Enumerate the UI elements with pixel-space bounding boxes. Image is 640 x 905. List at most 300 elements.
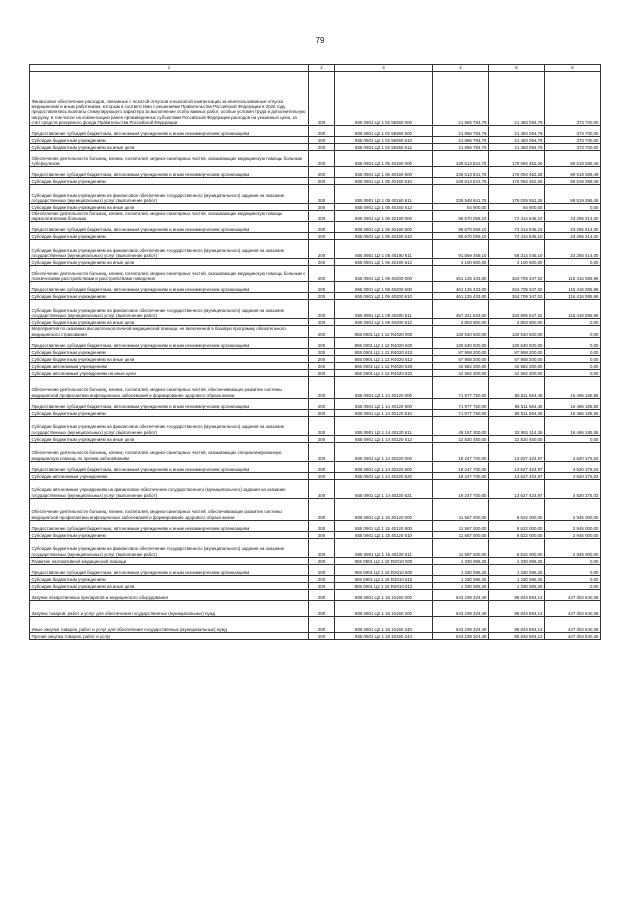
row-classification-cell: 855 0901 Ц2 1 06 40190 000 [335,211,433,222]
row-name-cell: Субсидии бюджетным учреждениям на иные цели [30,582,309,589]
row-amount-approved-cell: 130 540 500,00 [433,337,489,348]
row-code-cell: 200 [309,498,335,520]
row-name-cell: Субсидии бюджетным учреждениям [30,233,309,240]
row-name-cell: Обеспечение деятельности больниц, клиник, госпиталей, медико-санитарных частей, оказывающих специализированную медицинскую помощь по прочим заболеваниям [30,442,309,461]
row-code-cell: 200 [309,479,335,498]
row-name-cell: Субсидии бюджетным учреждениям на финансовое обеспечение государственного (муниципального) задания на оказание государственных (муниципальных) услуг (выполнение работ) [30,240,309,259]
row-amount-approved-cell: 457 321 633,00 [433,300,489,319]
row-name-cell: Субсидии бюджетным учреждениям [30,348,309,355]
row-amount-executed-cell: 55 511 564,45 [489,409,545,416]
row-amount-executed-cell: 340 905 547,02 [489,300,545,319]
row-amount-approved-cell: 42 582 300,00 [433,369,489,376]
row-classification-cell: 855 0901 Ц2 1 14 40120 610 [335,409,433,416]
row-code-cell: 200 [309,616,335,632]
column-header: 3 [335,65,433,72]
row-name-cell: Предоставление субсидий бюджетным, автономным учреждениям и иным некоммерческим организациям [30,564,309,575]
table-row [30,409,601,416]
row-amount-remaining-cell: 116 416 085,98 [545,266,601,282]
row-amount-approved-cell: 95 670 059,10 [433,222,489,233]
row-classification-cell: 855 0901 Ц2 1 05 40160 612 [335,204,433,211]
row-classification-cell: 855 0901 Ц2 1 12 R4020 600 [335,337,433,348]
table-row [30,362,601,369]
row-name-cell: Обеспечение деятельности больниц, клиник, госпиталей, медико-санитарных частей, оказывающих медицинскую помощь больным с психическими расстройствами и расстройствами поведения [30,266,309,282]
row-code-cell: 200 [309,222,335,233]
row-amount-approved-cell: 64 900,00 [433,204,489,211]
row-code-cell: 200 [309,582,335,589]
row-amount-remaining-cell: 0,00 [545,259,601,266]
table-row [30,137,601,144]
row-classification-cell: 855 0901 Ц2 1 14 40220 600 [335,461,433,472]
row-amount-approved-cell: 543 239 324,49 [433,589,489,600]
row-amount-executed-cell: 95 934 684,13 [489,600,545,616]
row-classification-cell: 855 0901 Ц2 1 12 R4020 622 [335,369,433,376]
row-name-cell: Субсидии бюджетным учреждениям [30,575,309,582]
row-code-cell: 200 [309,538,335,557]
row-amount-executed-cell: 64 900,00 [489,204,545,211]
row-code-cell: 200 [309,435,335,442]
row-amount-remaining-cell: 447 304 640,36 [545,600,601,616]
row-name-cell: Обеспечение деятельности больниц, клиник, госпиталей, медико-санитарных частей, оказывающих медицинскую помощь больным туберкулезом [30,151,309,167]
row-name-cell: Мероприятия по оказанию высокотехнологичной медицинской помощи, не включенной в базовую программу обязательного медицинского страхования [30,326,309,337]
row-amount-approved-cell: 95 670 059,10 [433,233,489,240]
row-amount-approved-cell: 3 803 800,00 [433,319,489,326]
row-amount-executed-cell: 176 029 552,26 [489,185,545,204]
row-amount-approved-cell: 1 330 595,25 [433,582,489,589]
row-amount-remaining-cell: 0,00 [545,204,601,211]
row-classification-cell: 855 0901 Ц2 1 14 40220 621 [335,479,433,498]
row-code-cell: 200 [309,575,335,582]
row-amount-remaining-cell: 23 255 414,00 [545,233,601,240]
row-amount-executed-cell: 8 622 000,00 [489,520,545,531]
row-name-cell: Субсидии бюджетным учреждениям [30,409,309,416]
header-row [30,65,601,72]
table-row [30,144,601,151]
row-amount-executed-cell: 87 958 200,00 [489,355,545,362]
row-amount-remaining-cell: 116 416 085,98 [545,293,601,300]
row-amount-approved-cell: 11 567 000,00 [433,498,489,520]
row-classification-cell: 855 0901 Ц2 1 15 40120 600 [335,520,433,531]
row-amount-executed-cell: 32 691 114,45 [489,416,545,435]
column-header: 5 [489,65,545,72]
row-amount-executed-cell: 13 627 424,97 [489,472,545,479]
row-name-cell: Предоставление субсидий бюджетным, автономным учреждениям и иным некоммерческим организациям [30,398,309,409]
row-code-cell: 200 [309,211,335,222]
row-amount-remaining-cell: 0,00 [545,575,601,582]
row-amount-remaining-cell: 0,00 [545,582,601,589]
row-amount-executed-cell: 95 934 684,13 [489,632,545,639]
row-amount-remaining-cell: 0,00 [545,362,601,369]
table-row [30,632,601,639]
row-amount-remaining-cell: 4 620 275,03 [545,479,601,498]
row-amount-approved-cell: 71 977 750,00 [433,398,489,409]
row-name-cell: Обеспечение деятельности больниц, клиник, госпиталей, медико-санитарных частей, обеспечивающих развитие системы медицинской профилактики инфекционных заболеваний и формирование здорового образа жизни [30,498,309,520]
row-classification-cell: 855 0901 Ц2 1 06 40190 612 [335,259,433,266]
row-amount-approved-cell: 461 125 433,00 [433,293,489,300]
row-amount-approved-cell: 95 670 059,10 [433,211,489,222]
row-classification-cell: 855 0901 Ц2 1 09 40200 000 [335,266,433,282]
row-code-cell: 200 [309,531,335,538]
row-classification-cell: 855 0901 Ц2 1 09 40200 600 [335,282,433,293]
row-amount-remaining-cell: 16 466 185,55 [545,376,601,398]
row-code-cell: 200 [309,259,335,266]
table-row [30,282,601,293]
row-amount-executed-cell: 55 511 564,45 [489,376,545,398]
row-name-cell: Предоставление субсидий бюджетным, автономным учреждениям и иным некоммерческим организациям [30,337,309,348]
row-name-cell: Предоставление субсидий бюджетным, автономным учреждениям и иным некоммерческим организациям [30,126,309,137]
row-amount-executed-cell: 21 483 094,79 [489,137,545,144]
row-code-cell: 200 [309,600,335,616]
row-classification-cell: 855 0901 Ц2 1 05 40160 611 [335,185,433,204]
row-name-cell: Закупки лекарственных препаратов и медицинского оборудования [30,589,309,600]
row-amount-approved-cell: 11 567 000,00 [433,531,489,538]
row-classification-cell: 855 0901 Ц2 1 02 58360 600 [335,126,433,137]
row-code-cell: 200 [309,337,335,348]
row-name-cell: Субсидии автономным учреждениям [30,472,309,479]
row-classification-cell: 855 0901 Ц2 1 05 40160 000 [335,151,433,167]
row-amount-executed-cell: 1 330 595,25 [489,557,545,564]
row-classification-cell: 855 0901 Ц2 1 14 40120 600 [335,398,433,409]
row-name-cell: Субсидии автономным учреждениям на иные цели [30,369,309,376]
row-classification-cell: 855 0901 Ц2 1 05 40160 600 [335,167,433,178]
row-name-cell: Субсидии бюджетным учреждениям [30,178,309,185]
row-amount-executed-cell: 8 622 000,00 [489,531,545,538]
row-amount-remaining-cell: 373 700,00 [545,137,601,144]
row-amount-remaining-cell: 2 945 000,00 [545,531,601,538]
row-amount-approved-cell: 18 247 700,00 [433,479,489,498]
row-amount-approved-cell: 236 548 941,75 [433,185,489,204]
row-amount-executed-cell: 55 511 564,45 [489,398,545,409]
row-amount-executed-cell: 21 483 094,79 [489,126,545,137]
row-amount-remaining-cell: 23 255 414,00 [545,240,601,259]
row-code-cell: 200 [309,355,335,362]
row-amount-executed-cell: 3 803 800,00 [489,319,545,326]
row-code-cell: 200 [309,461,335,472]
row-amount-executed-cell: 176 094 452,26 [489,167,545,178]
row-amount-approved-cell: 1 330 595,25 [433,557,489,564]
row-amount-remaining-cell: 116 416 085,98 [545,300,601,319]
row-amount-remaining-cell: 0,00 [545,326,601,337]
row-amount-approved-cell: 1 330 595,25 [433,575,489,582]
row-amount-remaining-cell: 447 304 640,36 [545,589,601,600]
row-code-cell: 200 [309,204,335,211]
budget-table [29,64,601,640]
row-name-cell: Финансовое обеспечение расходов, связанных с оплатой отпусков и выплатой компенсации за неиспользованные отпуска медицинским и иным работникам, которым в соответствии с решениями Правительства Российской Федерации в 2020 году предоставлялись выплаты стимулирующего характера за выполнение особо важных работ, особые условия труда и дополнительную нагрузку, в том числе на компенсацию ранее произведенных субъектами Российской Федерации расходов на указанные цели, за счет средств резервного фонда Правительства Российской Федерации [30,72,309,126]
row-classification-cell: 855 0901 Ц2 1 18 10160 000 [335,589,433,600]
row-code-cell: 200 [309,300,335,319]
table-row [30,300,601,319]
row-amount-remaining-cell: 0,00 [545,557,601,564]
row-classification-cell: 855 0901 Ц2 1 18 10160 244 [335,632,433,639]
row-code-cell: 200 [309,409,335,416]
row-amount-remaining-cell: 0,00 [545,369,601,376]
column-header: 2 [309,65,335,72]
row-amount-approved-cell: 543 239 324,49 [433,616,489,632]
row-classification-cell: 855 0901 Ц2 1 02 58360 612 [335,144,433,151]
row-name-cell: Субсидии бюджетным учреждениям [30,137,309,144]
table-row [30,520,601,531]
row-code-cell: 200 [309,266,335,282]
row-amount-approved-cell: 461 125 433,00 [433,266,489,282]
table-row [30,319,601,326]
row-amount-remaining-cell: 2 945 000,00 [545,538,601,557]
row-code-cell: 200 [309,167,335,178]
row-name-cell: Субсидии бюджетным учреждениям на финансовое обеспечение государственного (муниципального) задания на оказание государственных (муниципальных) услуг (выполнение работ) [30,416,309,435]
table-row [30,204,601,211]
row-amount-approved-cell: 22 820 450,00 [433,435,489,442]
row-name-cell: Предоставление субсидий бюджетным, автономным учреждениям и иным некоммерческим организациям [30,282,309,293]
row-code-cell: 200 [309,398,335,409]
table-row [30,575,601,582]
row-amount-executed-cell: 95 934 684,13 [489,616,545,632]
row-name-cell: Субсидии бюджетным учреждениям на финансовое обеспечение государственного (муниципального) задания на оказание государственных (муниципальных) услуг (выполнение работ) [30,538,309,557]
row-amount-remaining-cell: 59 519 389,49 [545,185,601,204]
row-amount-approved-cell: 236 613 841,75 [433,178,489,185]
row-amount-remaining-cell: 23 255 414,00 [545,222,601,233]
row-amount-remaining-cell: 2 945 000,00 [545,520,601,531]
table-row [30,472,601,479]
row-amount-approved-cell: 87 958 200,00 [433,348,489,355]
table-row [30,293,601,300]
row-code-cell: 200 [309,144,335,151]
row-amount-remaining-cell: 59 519 389,49 [545,167,601,178]
row-amount-remaining-cell: 59 519 389,49 [545,178,601,185]
row-code-cell: 200 [309,72,335,126]
row-classification-cell: 855 0901 Ц2 1 15 40120 611 [335,538,433,557]
row-amount-remaining-cell: 4 620 275,03 [545,472,601,479]
table-row [30,178,601,185]
row-amount-approved-cell: 4 100 600,00 [433,259,489,266]
row-amount-executed-cell: 68 314 045,10 [489,240,545,259]
row-classification-cell: 855 0901 Ц2 1 12 R4020 000 [335,326,433,337]
row-amount-approved-cell: 11 567 000,00 [433,520,489,531]
row-amount-approved-cell: 21 856 794,79 [433,126,489,137]
row-classification-cell: 855 0901 Ц2 1 09 40200 612 [335,319,433,326]
row-code-cell: 200 [309,376,335,398]
row-name-cell: Обеспечение деятельности больниц, клиник, госпиталей, медико-санитарных частей, оказывающих медицинскую помощь наркологическим больным [30,211,309,222]
row-classification-cell: 855 0901 Ц2 1 14 40220 620 [335,472,433,479]
row-code-cell: 200 [309,589,335,600]
row-name-cell: Обеспечение деятельности больниц, клиник, госпиталей, медико-санитарных частей, обеспечивающих развитие системы медицинской профилактики инфекционных заболеваний и формирование здорового образа жизни [30,376,309,398]
row-amount-approved-cell: 11 567 000,00 [433,538,489,557]
table-row [30,538,601,557]
row-classification-cell: 855 0901 Ц2 1 14 40120 611 [335,416,433,435]
row-amount-executed-cell: 42 582 300,00 [489,369,545,376]
row-amount-executed-cell: 176 094 452,26 [489,178,545,185]
table-row [30,326,601,337]
table-row [30,398,601,409]
row-amount-approved-cell: 543 239 324,49 [433,632,489,639]
row-code-cell: 200 [309,151,335,167]
row-name-cell: Субсидии автономным учреждениям [30,362,309,369]
row-name-cell: Предоставление субсидий бюджетным, автономным учреждениям и иным некоммерческим организациям [30,461,309,472]
row-amount-approved-cell: 87 958 200,00 [433,355,489,362]
row-code-cell: 200 [309,233,335,240]
row-amount-approved-cell: 71 977 750,00 [433,376,489,398]
row-amount-remaining-cell: 59 519 389,49 [545,151,601,167]
table-row [30,416,601,435]
table-body [30,72,601,640]
row-name-cell: Субсидии бюджетным учреждениям на иные цели [30,204,309,211]
row-amount-remaining-cell: 447 304 640,36 [545,616,601,632]
row-classification-cell: 855 0901 Ц2 1 06 40190 600 [335,222,433,233]
table-row [30,167,601,178]
table-row [30,582,601,589]
table-row [30,600,601,616]
row-amount-remaining-cell: 0,00 [545,435,601,442]
row-name-cell: Субсидии бюджетным учреждениям на иные цели [30,435,309,442]
row-classification-cell: 855 0901 Ц2 1 14 40120 000 [335,376,433,398]
row-classification-cell: 855 0901 Ц2 1 15 R2010 610 [335,575,433,582]
row-amount-approved-cell: 18 247 700,00 [433,461,489,472]
row-amount-remaining-cell: 23 255 414,00 [545,211,601,222]
row-amount-remaining-cell: 16 466 185,55 [545,409,601,416]
row-amount-executed-cell: 72 414 645,10 [489,222,545,233]
row-amount-executed-cell: 1 330 595,25 [489,582,545,589]
row-amount-executed-cell: 344 709 347,02 [489,293,545,300]
row-classification-cell: 855 0901 Ц2 1 15 R2010 000 [335,557,433,564]
row-amount-approved-cell: 236 613 841,75 [433,167,489,178]
row-amount-approved-cell: 236 613 841,75 [433,151,489,167]
column-header: 6 [545,65,601,72]
row-classification-cell: 855 0901 Ц2 1 02 58360 610 [335,137,433,144]
row-amount-remaining-cell: 16 466 185,55 [545,416,601,435]
row-code-cell: 200 [309,362,335,369]
row-amount-executed-cell: 130 540 500,00 [489,337,545,348]
table-row [30,259,601,266]
table-row [30,564,601,575]
row-classification-cell: 855 0901 Ц2 1 15 R2010 612 [335,582,433,589]
row-classification-cell: 855 0901 Ц2 1 06 40190 611 [335,240,433,259]
row-amount-approved-cell: 91 569 459,10 [433,240,489,259]
row-code-cell: 200 [309,178,335,185]
row-amount-remaining-cell: 447 304 640,36 [545,632,601,639]
row-amount-executed-cell: 42 582 300,00 [489,362,545,369]
row-name-cell: Иные закупки товаров, работ и услуг для обеспечения государственных (муниципальных) нужд [30,616,309,632]
row-classification-cell: 855 0901 Ц2 1 12 R4020 610 [335,348,433,355]
row-code-cell: 200 [309,293,335,300]
row-amount-approved-cell: 21 856 794,79 [433,144,489,151]
row-classification-cell: 855 0901 Ц2 1 14 40220 000 [335,442,433,461]
row-classification-cell: 855 0901 Ц2 1 02 58360 000 [335,72,433,126]
table-row [30,266,601,282]
row-classification-cell: 855 0901 Ц2 1 14 40120 612 [335,435,433,442]
row-name-cell: Субсидии бюджетным учреждениям на иные цели [30,319,309,326]
row-classification-cell: 855 0901 Ц2 1 15 40120 610 [335,531,433,538]
row-name-cell: Закупка товаров, работ и услуг для обеспечения государственных (муниципальных) нужд [30,600,309,616]
row-amount-executed-cell: 344 709 347,02 [489,266,545,282]
table-row [30,461,601,472]
row-amount-approved-cell: 18 247 700,00 [433,442,489,461]
row-code-cell: 200 [309,557,335,564]
row-name-cell: Субсидии бюджетным учреждениям на финансовое обеспечение государственного (муниципального) задания на оказание государственных (муниципальных) услуг (выполнение работ) [30,300,309,319]
row-name-cell: Субсидии бюджетным учреждениям на иные цели [30,355,309,362]
row-code-cell: 200 [309,369,335,376]
page-number: 79 [315,36,325,45]
table-row [30,557,601,564]
row-amount-approved-cell: 42 582 300,00 [433,362,489,369]
table-row [30,222,601,233]
table-row [30,442,601,461]
row-amount-executed-cell: 87 958 200,00 [489,348,545,355]
row-name-cell: Развитие паллиативной медицинской помощи [30,557,309,564]
row-name-cell: Субсидии бюджетным учреждениям на финансовое обеспечение государственного (муниципального) задания на оказание государственных (муниципальных) услуг (выполнение работ) [30,185,309,204]
table-row [30,348,601,355]
row-amount-executed-cell: 72 414 645,10 [489,211,545,222]
row-classification-cell: 855 0901 Ц2 1 09 40200 611 [335,300,433,319]
row-amount-approved-cell: 1 330 595,25 [433,564,489,575]
table-row [30,498,601,520]
row-amount-approved-cell: 130 540 500,00 [433,326,489,337]
row-amount-remaining-cell: 4 620 275,03 [545,442,601,461]
column-header: 4 [433,65,489,72]
row-amount-remaining-cell: 0,00 [545,319,601,326]
row-code-cell: 200 [309,126,335,137]
row-amount-executed-cell: 21 483 094,79 [489,144,545,151]
row-amount-executed-cell: 344 709 347,02 [489,282,545,293]
table-row [30,369,601,376]
row-name-cell: Прочая закупка товаров, работ и услуг [30,632,309,639]
row-code-cell: 200 [309,282,335,293]
row-amount-remaining-cell: 0,00 [545,337,601,348]
row-amount-executed-cell: 13 627 424,97 [489,442,545,461]
row-amount-executed-cell: 1 330 595,25 [489,575,545,582]
row-amount-remaining-cell: 373 700,00 [545,126,601,137]
row-amount-executed-cell: 72 414 645,10 [489,233,545,240]
row-amount-approved-cell: 543 239 324,49 [433,600,489,616]
row-code-cell: 200 [309,416,335,435]
row-amount-executed-cell: 22 820 450,00 [489,435,545,442]
row-code-cell: 200 [309,185,335,204]
row-amount-approved-cell: 71 977 750,00 [433,409,489,416]
row-amount-remaining-cell: 373 700,00 [545,144,601,151]
table-row [30,616,601,632]
row-name-cell: Субсидии бюджетным учреждениям [30,531,309,538]
row-amount-executed-cell: 8 622 000,00 [489,498,545,520]
row-name-cell: Субсидии бюджетным учреждениям на иные цели [30,259,309,266]
table-row [30,211,601,222]
row-amount-remaining-cell: 116 416 085,98 [545,282,601,293]
row-classification-cell: 855 0901 Ц2 1 18 10160 200 [335,600,433,616]
table-row [30,355,601,362]
row-amount-executed-cell: 130 540 500,00 [489,326,545,337]
row-name-cell: Предоставление субсидий бюджетным, автономным учреждениям и иным некоммерческим организациям [30,222,309,233]
row-amount-remaining-cell: 0,00 [545,348,601,355]
row-classification-cell: 855 0901 Ц2 1 12 R4020 612 [335,355,433,362]
row-amount-executed-cell: 8 622 000,00 [489,538,545,557]
row-classification-cell: 855 0901 Ц2 1 06 40190 610 [335,233,433,240]
row-amount-executed-cell: 176 094 452,26 [489,151,545,167]
table-row [30,151,601,167]
table-row [30,240,601,259]
row-classification-cell: 855 0901 Ц2 1 12 R4020 620 [335,362,433,369]
row-amount-approved-cell: 21 856 794,79 [433,72,489,126]
column-header: 1 [30,65,309,72]
row-amount-executed-cell: 21 483 094,79 [489,72,545,126]
row-code-cell: 200 [309,348,335,355]
row-name-cell: Субсидии автономным учреждениям на финансовое обеспечение государственного (муниципального) задания на оказание государственных (муниципальных) услуг (выполнение работ) [30,479,309,498]
row-code-cell: 200 [309,564,335,575]
table-row [30,376,601,398]
row-classification-cell: 855 0901 Ц2 1 09 40200 610 [335,293,433,300]
table-row [30,531,601,538]
row-amount-executed-cell: 4 100 600,00 [489,259,545,266]
row-classification-cell: 855 0901 Ц2 1 15 40120 000 [335,498,433,520]
row-amount-executed-cell: 95 934 684,13 [489,589,545,600]
row-amount-remaining-cell: 0,00 [545,355,601,362]
row-classification-cell: 855 0901 Ц2 1 18 10160 240 [335,616,433,632]
row-amount-approved-cell: 461 125 433,00 [433,282,489,293]
table-row [30,479,601,498]
